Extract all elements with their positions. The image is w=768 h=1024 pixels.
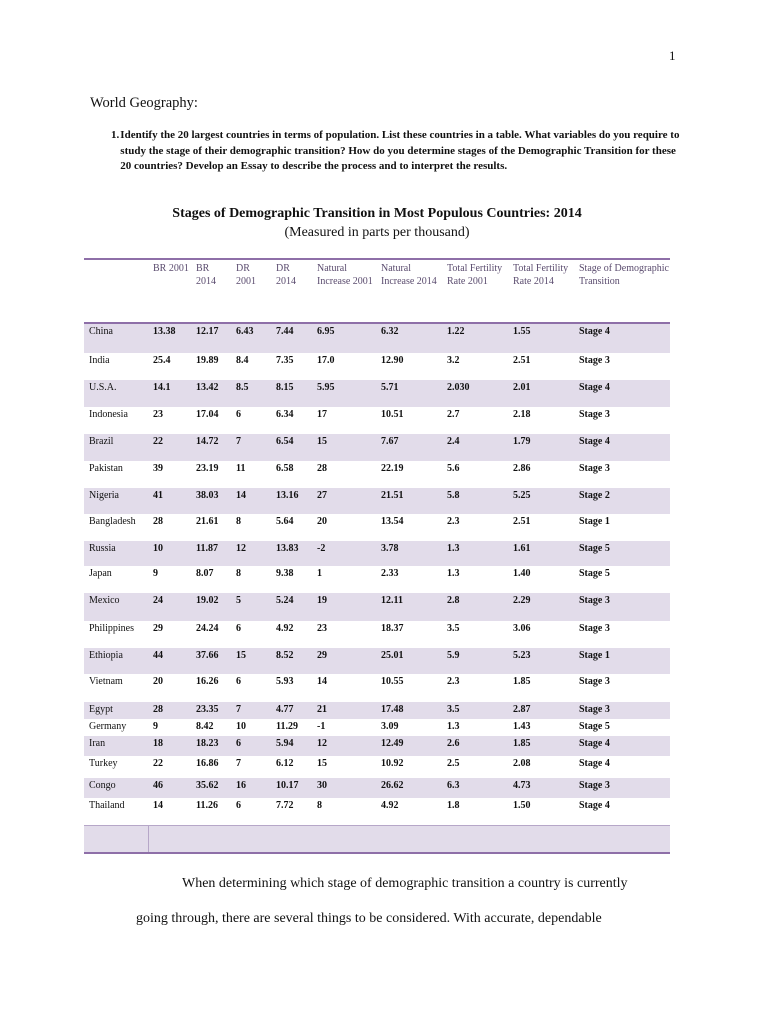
table-row <box>84 719 670 736</box>
value-cell: 1.22 <box>447 326 465 337</box>
value-cell: 17.04 <box>196 409 219 420</box>
value-cell: 11.26 <box>196 800 218 811</box>
value-cell: 38.03 <box>196 490 219 501</box>
value-cell: 6 <box>236 623 241 634</box>
value-cell: 5.6 <box>447 463 460 474</box>
value-cell: 23 <box>153 409 163 420</box>
value-cell: 11 <box>236 463 246 474</box>
country-cell: Ethiopia <box>89 650 123 661</box>
value-cell: 1.3 <box>447 543 460 554</box>
value-cell: 2.51 <box>513 516 531 527</box>
table-subtitle: (Measured in parts per thousand) <box>284 225 470 240</box>
value-cell: 12 <box>317 738 327 749</box>
value-cell: 1.55 <box>513 326 531 337</box>
value-cell: 26.62 <box>381 780 404 791</box>
value-cell: 8.07 <box>196 568 214 579</box>
value-cell: Stage 3 <box>579 463 610 474</box>
value-cell: Stage 4 <box>579 758 610 769</box>
value-cell: 2.6 <box>447 738 460 749</box>
value-cell: 2.18 <box>513 409 531 420</box>
header-cell: Total Fertility Rate 2014 <box>513 263 569 287</box>
value-cell: 1.3 <box>447 568 460 579</box>
value-cell: 16.26 <box>196 676 219 687</box>
country-cell: Turkey <box>89 758 118 769</box>
value-cell: 2.01 <box>513 382 531 393</box>
value-cell: 5.95 <box>317 382 335 393</box>
value-cell: 22 <box>153 758 163 769</box>
value-cell: 8.5 <box>236 382 249 393</box>
country-cell: Japan <box>89 568 112 579</box>
value-cell: 3.78 <box>381 543 399 554</box>
table-row <box>84 434 670 461</box>
value-cell: 22.19 <box>381 463 404 474</box>
value-cell: 7.35 <box>276 355 294 366</box>
value-cell: 3.5 <box>447 623 460 634</box>
value-cell: 6.12 <box>276 758 294 769</box>
value-cell: 6 <box>236 800 241 811</box>
value-cell: 15 <box>317 436 327 447</box>
value-cell: 8 <box>317 800 322 811</box>
value-cell: 25.01 <box>381 650 404 661</box>
value-cell: 41 <box>153 490 163 501</box>
value-cell: 7 <box>236 758 241 769</box>
value-cell: 28 <box>317 463 327 474</box>
value-cell: 10.17 <box>276 780 299 791</box>
country-cell: Egypt <box>89 704 113 715</box>
value-cell: 13.83 <box>276 543 299 554</box>
table-row <box>84 593 670 621</box>
value-cell: 18 <box>153 738 163 749</box>
question-number: 1. <box>111 129 120 141</box>
value-cell: Stage 4 <box>579 800 610 811</box>
value-cell: 2.4 <box>447 436 460 447</box>
value-cell: 24.24 <box>196 623 219 634</box>
value-cell: 8 <box>236 516 241 527</box>
table-row <box>84 648 670 674</box>
empty-cell <box>148 825 670 853</box>
table-row <box>84 702 670 719</box>
value-cell: 46 <box>153 780 163 791</box>
value-cell: 1.61 <box>513 543 531 554</box>
value-cell: 12 <box>236 543 246 554</box>
empty-cell <box>84 825 148 853</box>
country-cell: Mexico <box>89 595 120 606</box>
value-cell: 1.43 <box>513 721 531 732</box>
body-paragraph-line-2: going through, there are several things to be considered. With accurate, dependable <box>136 911 602 926</box>
value-cell: 14 <box>153 800 163 811</box>
value-cell: 21.51 <box>381 490 404 501</box>
value-cell: 1.8 <box>447 800 460 811</box>
question-text: Identify the 20 largest countries in terms of population. List these countries in a table. What variables do you require to study the stage of their demographic transition? How do you determine stages of the Demographic Transition for these 20 countries? Develop an Essay to describe the process and to interpret the results. <box>120 129 680 172</box>
value-cell: 19 <box>317 595 327 606</box>
value-cell: Stage 5 <box>579 568 610 579</box>
value-cell: 5.8 <box>447 490 460 501</box>
value-cell: 5.9 <box>447 650 460 661</box>
value-cell: 8.15 <box>276 382 294 393</box>
value-cell: 27 <box>317 490 327 501</box>
value-cell: 6 <box>236 409 241 420</box>
value-cell: Stage 4 <box>579 738 610 749</box>
value-cell: 14.1 <box>153 382 171 393</box>
value-cell: 44 <box>153 650 163 661</box>
value-cell: 1.3 <box>447 721 460 732</box>
value-cell: 23.35 <box>196 704 219 715</box>
value-cell: Stage 1 <box>579 516 610 527</box>
value-cell: Stage 3 <box>579 676 610 687</box>
table-row <box>84 461 670 488</box>
table-empty-row <box>84 825 670 853</box>
header-cell: Stage of Demographic Transition <box>579 263 669 287</box>
value-cell: 6.3 <box>447 780 460 791</box>
table-row <box>84 621 670 648</box>
value-cell: 2.3 <box>447 676 460 687</box>
value-cell: 12.11 <box>381 595 403 606</box>
value-cell: 6.95 <box>317 326 335 337</box>
value-cell: 29 <box>153 623 163 634</box>
value-cell: 5.25 <box>513 490 531 501</box>
value-cell: 2.7 <box>447 409 460 420</box>
value-cell: 39 <box>153 463 163 474</box>
value-cell: 9.38 <box>276 568 294 579</box>
value-cell: 11.29 <box>276 721 298 732</box>
value-cell: 30 <box>317 780 327 791</box>
value-cell: 5.23 <box>513 650 531 661</box>
country-cell: India <box>89 355 110 366</box>
value-cell: Stage 3 <box>579 623 610 634</box>
value-cell: 28 <box>153 516 163 527</box>
value-cell: 3.09 <box>381 721 399 732</box>
header-cell: Total Fertility Rate 2001 <box>447 263 503 287</box>
value-cell: 15 <box>236 650 246 661</box>
value-cell: 6.43 <box>236 326 254 337</box>
value-cell: Stage 4 <box>579 436 610 447</box>
table-row <box>84 488 670 514</box>
value-cell: 8 <box>236 568 241 579</box>
value-cell: 1 <box>317 568 322 579</box>
value-cell: 1.40 <box>513 568 531 579</box>
table-header-row <box>84 259 670 323</box>
value-cell: 2.86 <box>513 463 531 474</box>
value-cell: 5.71 <box>381 382 399 393</box>
country-cell: U.S.A. <box>89 382 117 393</box>
value-cell: 10.55 <box>381 676 404 687</box>
page-number: 1 <box>669 48 676 63</box>
value-cell: 14.72 <box>196 436 219 447</box>
value-cell: 4.73 <box>513 780 531 791</box>
header-cell: BR 2001 <box>153 263 189 274</box>
value-cell: 8.42 <box>196 721 214 732</box>
value-cell: 6.32 <box>381 326 399 337</box>
value-cell: 13.42 <box>196 382 219 393</box>
country-cell: Pakistan <box>89 463 123 474</box>
value-cell: 13.54 <box>381 516 404 527</box>
value-cell: 23 <box>317 623 327 634</box>
value-cell: 15 <box>317 758 327 769</box>
table-row <box>84 514 670 541</box>
country-cell: Vietnam <box>89 676 123 687</box>
value-cell: 7.44 <box>276 326 294 337</box>
value-cell: 7 <box>236 704 241 715</box>
value-cell: 18.37 <box>381 623 404 634</box>
value-cell: 5.93 <box>276 676 294 687</box>
value-cell: 7.67 <box>381 436 399 447</box>
value-cell: 10 <box>236 721 246 732</box>
table-row <box>84 407 670 434</box>
table-row <box>84 541 670 566</box>
value-cell: 6.58 <box>276 463 294 474</box>
value-cell: Stage 1 <box>579 650 610 661</box>
value-cell: 20 <box>317 516 327 527</box>
value-cell: 14 <box>236 490 246 501</box>
table-row <box>84 323 670 353</box>
value-cell: 11.87 <box>196 543 218 554</box>
value-cell: 1.85 <box>513 676 531 687</box>
table-row <box>84 736 670 756</box>
value-cell: 2.51 <box>513 355 531 366</box>
table-row <box>84 756 670 778</box>
table-row <box>84 778 670 798</box>
value-cell: 19.02 <box>196 595 219 606</box>
value-cell: 5.24 <box>276 595 294 606</box>
value-cell: 3.06 <box>513 623 531 634</box>
table-title: Stages of Demographic Transition in Most Populous Countries: 2014 <box>172 206 582 221</box>
value-cell: 1.50 <box>513 800 531 811</box>
value-cell: Stage 3 <box>579 780 610 791</box>
value-cell: 12.17 <box>196 326 219 337</box>
value-cell: Stage 3 <box>579 409 610 420</box>
value-cell: 17 <box>317 409 327 420</box>
value-cell: 5.94 <box>276 738 294 749</box>
value-cell: 16 <box>236 780 246 791</box>
value-cell: 6.54 <box>276 436 294 447</box>
table-row <box>84 798 670 825</box>
header-cell: DR 2001 <box>236 263 256 287</box>
country-cell: Germany <box>89 721 127 732</box>
value-cell: 10.92 <box>381 758 404 769</box>
country-cell: China <box>89 326 113 337</box>
country-cell: Bangladesh <box>89 516 136 527</box>
value-cell: 24 <box>153 595 163 606</box>
value-cell: 2.030 <box>447 382 470 393</box>
value-cell: 6 <box>236 676 241 687</box>
table-row <box>84 353 670 380</box>
value-cell: 10 <box>153 543 163 554</box>
value-cell: Stage 4 <box>579 382 610 393</box>
course-heading: World Geography: <box>90 95 198 111</box>
country-cell: Philippines <box>89 623 135 634</box>
value-cell: 4.77 <box>276 704 294 715</box>
value-cell: 20 <box>153 676 163 687</box>
country-cell: Congo <box>89 780 116 791</box>
value-cell: 5.64 <box>276 516 294 527</box>
demographic-table <box>84 258 670 854</box>
value-cell: Stage 3 <box>579 704 610 715</box>
value-cell: 7 <box>236 436 241 447</box>
value-cell: -2 <box>317 543 326 554</box>
header-cell: BR 2014 <box>196 263 216 287</box>
value-cell: 17.48 <box>381 704 404 715</box>
value-cell: 10.51 <box>381 409 404 420</box>
value-cell: 16.86 <box>196 758 219 769</box>
value-cell: 22 <box>153 436 163 447</box>
body-paragraph-line-1: When determining which stage of demographic transition a country is currently <box>182 876 628 891</box>
value-cell: Stage 4 <box>579 326 610 337</box>
value-cell: 4.92 <box>381 800 399 811</box>
value-cell: 1.79 <box>513 436 531 447</box>
value-cell: Stage 5 <box>579 721 610 732</box>
header-cell: Natural Increase 2014 <box>381 263 437 287</box>
country-cell: Russia <box>89 543 116 554</box>
value-cell: 3.2 <box>447 355 460 366</box>
value-cell: 6.34 <box>276 409 294 420</box>
value-cell: 4.92 <box>276 623 294 634</box>
value-cell: -1 <box>317 721 326 732</box>
header-cell: Natural Increase 2001 <box>317 263 373 287</box>
value-cell: 37.66 <box>196 650 219 661</box>
value-cell: 25.4 <box>153 355 171 366</box>
value-cell: 1.85 <box>513 738 531 749</box>
table-row <box>84 566 670 593</box>
value-cell: 9 <box>153 568 158 579</box>
country-cell: Nigeria <box>89 490 119 501</box>
value-cell: 2.29 <box>513 595 531 606</box>
country-cell: Thailand <box>89 800 125 811</box>
value-cell: 21.61 <box>196 516 219 527</box>
value-cell: 9 <box>153 721 158 732</box>
value-cell: 2.8 <box>447 595 460 606</box>
header-country <box>84 259 148 323</box>
value-cell: 18.23 <box>196 738 219 749</box>
value-cell: 8.4 <box>236 355 249 366</box>
value-cell: 14 <box>317 676 327 687</box>
value-cell: 2.33 <box>381 568 399 579</box>
country-cell: Iran <box>89 738 106 749</box>
value-cell: 5 <box>236 595 241 606</box>
value-cell: 29 <box>317 650 327 661</box>
value-cell: 35.62 <box>196 780 219 791</box>
value-cell: 6 <box>236 738 241 749</box>
value-cell: 28 <box>153 704 163 715</box>
question-item <box>111 128 681 175</box>
country-cell: Indonesia <box>89 409 128 420</box>
table-row <box>84 380 670 407</box>
value-cell: Stage 5 <box>579 543 610 554</box>
value-cell: 3.5 <box>447 704 460 715</box>
value-cell: 12.49 <box>381 738 404 749</box>
value-cell: 2.08 <box>513 758 531 769</box>
value-cell: 2.5 <box>447 758 460 769</box>
value-cell: 2.87 <box>513 704 531 715</box>
country-cell: Brazil <box>89 436 114 447</box>
value-cell: 17.0 <box>317 355 335 366</box>
value-cell: Stage 3 <box>579 595 610 606</box>
value-cell: 13.38 <box>153 326 176 337</box>
value-cell: 13.16 <box>276 490 299 501</box>
header-cell: DR 2014 <box>276 263 296 287</box>
value-cell: Stage 3 <box>579 355 610 366</box>
value-cell: 12.90 <box>381 355 404 366</box>
value-cell: 8.52 <box>276 650 294 661</box>
value-cell: 23.19 <box>196 463 219 474</box>
value-cell: 19.89 <box>196 355 219 366</box>
value-cell: 2.3 <box>447 516 460 527</box>
table-row <box>84 674 670 702</box>
value-cell: Stage 2 <box>579 490 610 501</box>
value-cell: 21 <box>317 704 327 715</box>
value-cell: 7.72 <box>276 800 294 811</box>
